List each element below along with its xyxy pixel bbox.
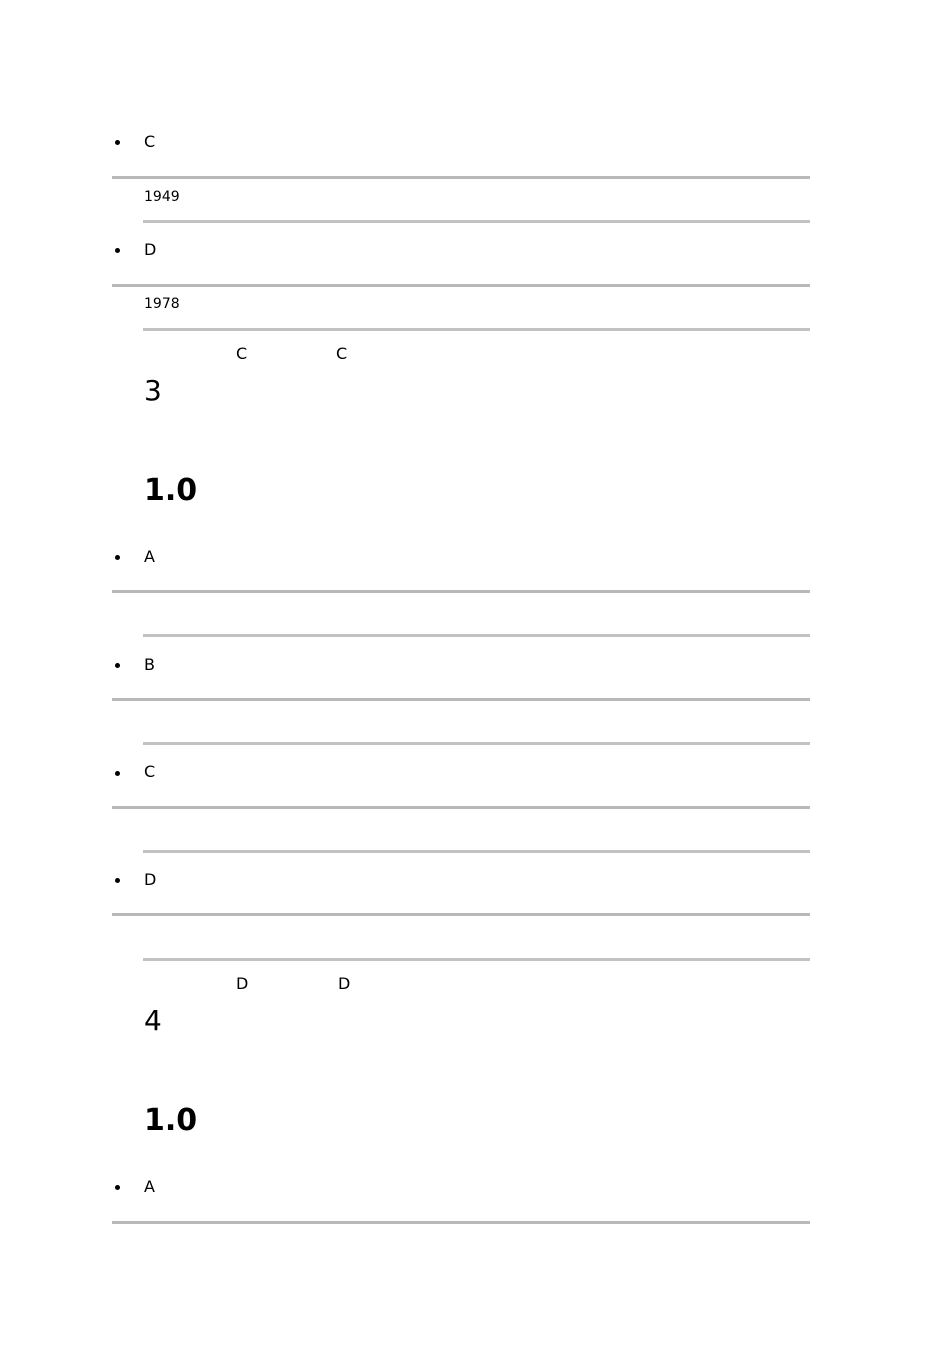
divider xyxy=(112,176,810,179)
divider xyxy=(143,850,810,853)
list-bullet xyxy=(113,138,121,146)
list-bullet xyxy=(113,769,121,777)
list-bullet xyxy=(113,876,121,884)
divider xyxy=(112,1221,810,1224)
option-letter[interactable]: A xyxy=(144,1177,155,1196)
divider xyxy=(143,328,810,331)
divider xyxy=(143,958,810,961)
question-number: 3 xyxy=(144,374,162,407)
option-letter[interactable]: A xyxy=(144,547,155,566)
divider xyxy=(112,806,810,809)
answer-key: D xyxy=(236,974,249,993)
divider xyxy=(112,590,810,593)
divider xyxy=(112,698,810,701)
question-score: 1.0 xyxy=(144,1103,198,1138)
divider xyxy=(143,220,810,223)
list-bullet xyxy=(113,661,121,669)
divider xyxy=(112,913,810,916)
divider xyxy=(143,742,810,745)
selected-answer: D xyxy=(338,974,351,993)
option-text: 1949 xyxy=(144,189,180,205)
option-letter[interactable]: C xyxy=(144,132,156,151)
option-letter[interactable]: D xyxy=(144,240,157,259)
question-number: 4 xyxy=(144,1004,162,1037)
list-bullet xyxy=(113,1183,121,1191)
option-letter[interactable]: D xyxy=(144,870,157,889)
selected-answer: C xyxy=(336,344,348,363)
list-bullet xyxy=(113,246,121,254)
divider xyxy=(143,634,810,637)
list-bullet xyxy=(113,553,121,561)
divider xyxy=(112,284,810,287)
option-letter[interactable]: C xyxy=(144,762,156,781)
option-text: 1978 xyxy=(144,296,180,312)
question-score: 1.0 xyxy=(144,473,198,508)
answer-key: C xyxy=(236,344,248,363)
option-letter[interactable]: B xyxy=(144,655,155,674)
